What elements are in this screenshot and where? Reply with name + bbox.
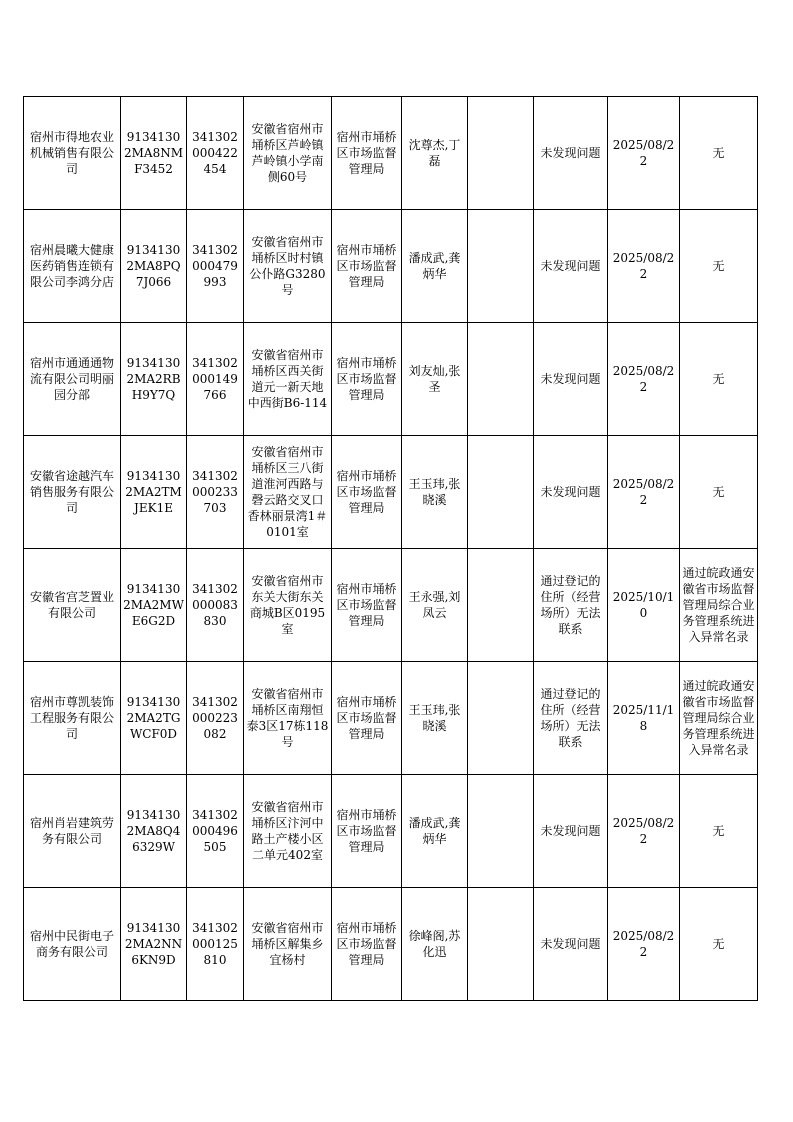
credit-code-cell: 91341302MA2TGWCF0D bbox=[121, 662, 187, 775]
authority-cell: 宿州市埇桥区市场监督管理局 bbox=[332, 549, 402, 662]
blank-cell bbox=[468, 210, 534, 323]
table-row bbox=[24, 323, 758, 436]
date-cell: 2025/11/18 bbox=[608, 662, 680, 775]
company-name-cell: 宿州肖岩建筑劳务有限公司 bbox=[24, 775, 121, 888]
table-row bbox=[24, 97, 758, 210]
result-cell: 未发现问题 bbox=[534, 888, 608, 1001]
result-cell: 未发现问题 bbox=[534, 775, 608, 888]
result-cell: 通过登记的住所（经营场所）无法联系 bbox=[534, 662, 608, 775]
registration-number-cell: 341302000496505 bbox=[187, 775, 244, 888]
address-cell: 安徽省宿州市埇桥区芦岭镇芦岭镇小学南侧60号 bbox=[244, 97, 332, 210]
address-cell: 安徽省宿州市埇桥区三八街道淮河西路与磬云路交叉口香林丽景湾1＃0101室 bbox=[244, 436, 332, 549]
blank-cell bbox=[468, 549, 534, 662]
handling-cell: 无 bbox=[680, 97, 758, 210]
blank-cell bbox=[468, 662, 534, 775]
company-name-cell: 宿州市得地农业机械销售有限公司 bbox=[24, 97, 121, 210]
authority-cell: 宿州市埇桥区市场监督管理局 bbox=[332, 888, 402, 1001]
result-cell: 未发现问题 bbox=[534, 210, 608, 323]
address-cell: 安徽省宿州市埇桥区汴河中路土产楼小区二单元402室 bbox=[244, 775, 332, 888]
registration-number-cell: 341302000479993 bbox=[187, 210, 244, 323]
registration-number-cell: 341302000149766 bbox=[187, 323, 244, 436]
date-cell: 2025/08/22 bbox=[608, 210, 680, 323]
authority-cell: 宿州市埇桥区市场监督管理局 bbox=[332, 775, 402, 888]
date-cell: 2025/10/10 bbox=[608, 549, 680, 662]
company-name-cell: 宿州市尊凯装饰工程服务有限公司 bbox=[24, 662, 121, 775]
inspection-records-table bbox=[23, 96, 758, 1001]
company-name-cell: 宿州市通通通物流有限公司明丽园分部 bbox=[24, 323, 121, 436]
date-cell: 2025/08/22 bbox=[608, 888, 680, 1001]
result-cell: 通过登记的住所（经营场所）无法联系 bbox=[534, 549, 608, 662]
inspectors-cell: 王玉玮,张晓溪 bbox=[402, 436, 468, 549]
date-cell: 2025/08/22 bbox=[608, 775, 680, 888]
handling-cell: 无 bbox=[680, 210, 758, 323]
address-cell: 安徽省宿州市埇桥区西关街道元一新天地中西街B6-114 bbox=[244, 323, 332, 436]
date-cell: 2025/08/22 bbox=[608, 97, 680, 210]
inspectors-cell: 潘成武,龚炳华 bbox=[402, 775, 468, 888]
inspectors-cell: 潘成武,龚炳华 bbox=[402, 210, 468, 323]
company-name-cell: 宿州晨曦大健康医药销售连锁有限公司李鸿分店 bbox=[24, 210, 121, 323]
credit-code-cell: 91341302MA8Q46329W bbox=[121, 775, 187, 888]
handling-cell: 无 bbox=[680, 775, 758, 888]
registration-number-cell: 341302000223082 bbox=[187, 662, 244, 775]
blank-cell bbox=[468, 323, 534, 436]
address-cell: 安徽省宿州市埇桥区时村镇公仆路G3280号 bbox=[244, 210, 332, 323]
authority-cell: 宿州市埇桥区市场监督管理局 bbox=[332, 436, 402, 549]
company-name-cell: 安徽省宫芝置业有限公司 bbox=[24, 549, 121, 662]
credit-code-cell: 91341302MA2MWE6G2D bbox=[121, 549, 187, 662]
authority-cell: 宿州市埇桥区市场监督管理局 bbox=[332, 97, 402, 210]
table-row bbox=[24, 662, 758, 775]
blank-cell bbox=[468, 436, 534, 549]
inspectors-cell: 王玉玮,张晓溪 bbox=[402, 662, 468, 775]
result-cell: 未发现问题 bbox=[534, 97, 608, 210]
registration-number-cell: 341302000422454 bbox=[187, 97, 244, 210]
address-cell: 安徽省宿州市埇桥区南翔恒泰3区17栋118号 bbox=[244, 662, 332, 775]
date-cell: 2025/08/22 bbox=[608, 436, 680, 549]
authority-cell: 宿州市埇桥区市场监督管理局 bbox=[332, 323, 402, 436]
table-row bbox=[24, 775, 758, 888]
inspectors-cell: 沈尊杰,丁磊 bbox=[402, 97, 468, 210]
inspectors-cell: 刘友灿,张圣 bbox=[402, 323, 468, 436]
credit-code-cell: 91341302MA8PQ7J066 bbox=[121, 210, 187, 323]
credit-code-cell: 91341302MA2RBH9Y7Q bbox=[121, 323, 187, 436]
handling-cell: 无 bbox=[680, 888, 758, 1001]
table-row bbox=[24, 888, 758, 1001]
registration-number-cell: 341302000125810 bbox=[187, 888, 244, 1001]
result-cell: 未发现问题 bbox=[534, 323, 608, 436]
inspectors-cell: 徐峰阁,苏化迅 bbox=[402, 888, 468, 1001]
credit-code-cell: 91341302MA8NMF3452 bbox=[121, 97, 187, 210]
result-cell: 未发现问题 bbox=[534, 436, 608, 549]
date-cell: 2025/08/22 bbox=[608, 323, 680, 436]
company-name-cell: 安徽省途越汽车销售服务有限公司 bbox=[24, 436, 121, 549]
table-row bbox=[24, 549, 758, 662]
table-row bbox=[24, 436, 758, 549]
handling-cell: 无 bbox=[680, 436, 758, 549]
handling-cell: 通过皖政通安徽省市场监督管理局综合业务管理系统进入异常名录 bbox=[680, 549, 758, 662]
address-cell: 安徽省宿州市埇桥区解集乡宜杨村 bbox=[244, 888, 332, 1001]
address-cell: 安徽省宿州市东关大街东关商城B区0195室 bbox=[244, 549, 332, 662]
handling-cell: 通过皖政通安徽省市场监督管理局综合业务管理系统进入异常名录 bbox=[680, 662, 758, 775]
authority-cell: 宿州市埇桥区市场监督管理局 bbox=[332, 662, 402, 775]
blank-cell bbox=[468, 888, 534, 1001]
table-row bbox=[24, 210, 758, 323]
registration-number-cell: 341302000083830 bbox=[187, 549, 244, 662]
registration-number-cell: 341302000233703 bbox=[187, 436, 244, 549]
handling-cell: 无 bbox=[680, 323, 758, 436]
credit-code-cell: 91341302MA2TMJEK1E bbox=[121, 436, 187, 549]
blank-cell bbox=[468, 775, 534, 888]
blank-cell bbox=[468, 97, 534, 210]
credit-code-cell: 91341302MA2NN6KN9D bbox=[121, 888, 187, 1001]
company-name-cell: 宿州中民街电子商务有限公司 bbox=[24, 888, 121, 1001]
inspectors-cell: 王永强,刘凤云 bbox=[402, 549, 468, 662]
authority-cell: 宿州市埇桥区市场监督管理局 bbox=[332, 210, 402, 323]
